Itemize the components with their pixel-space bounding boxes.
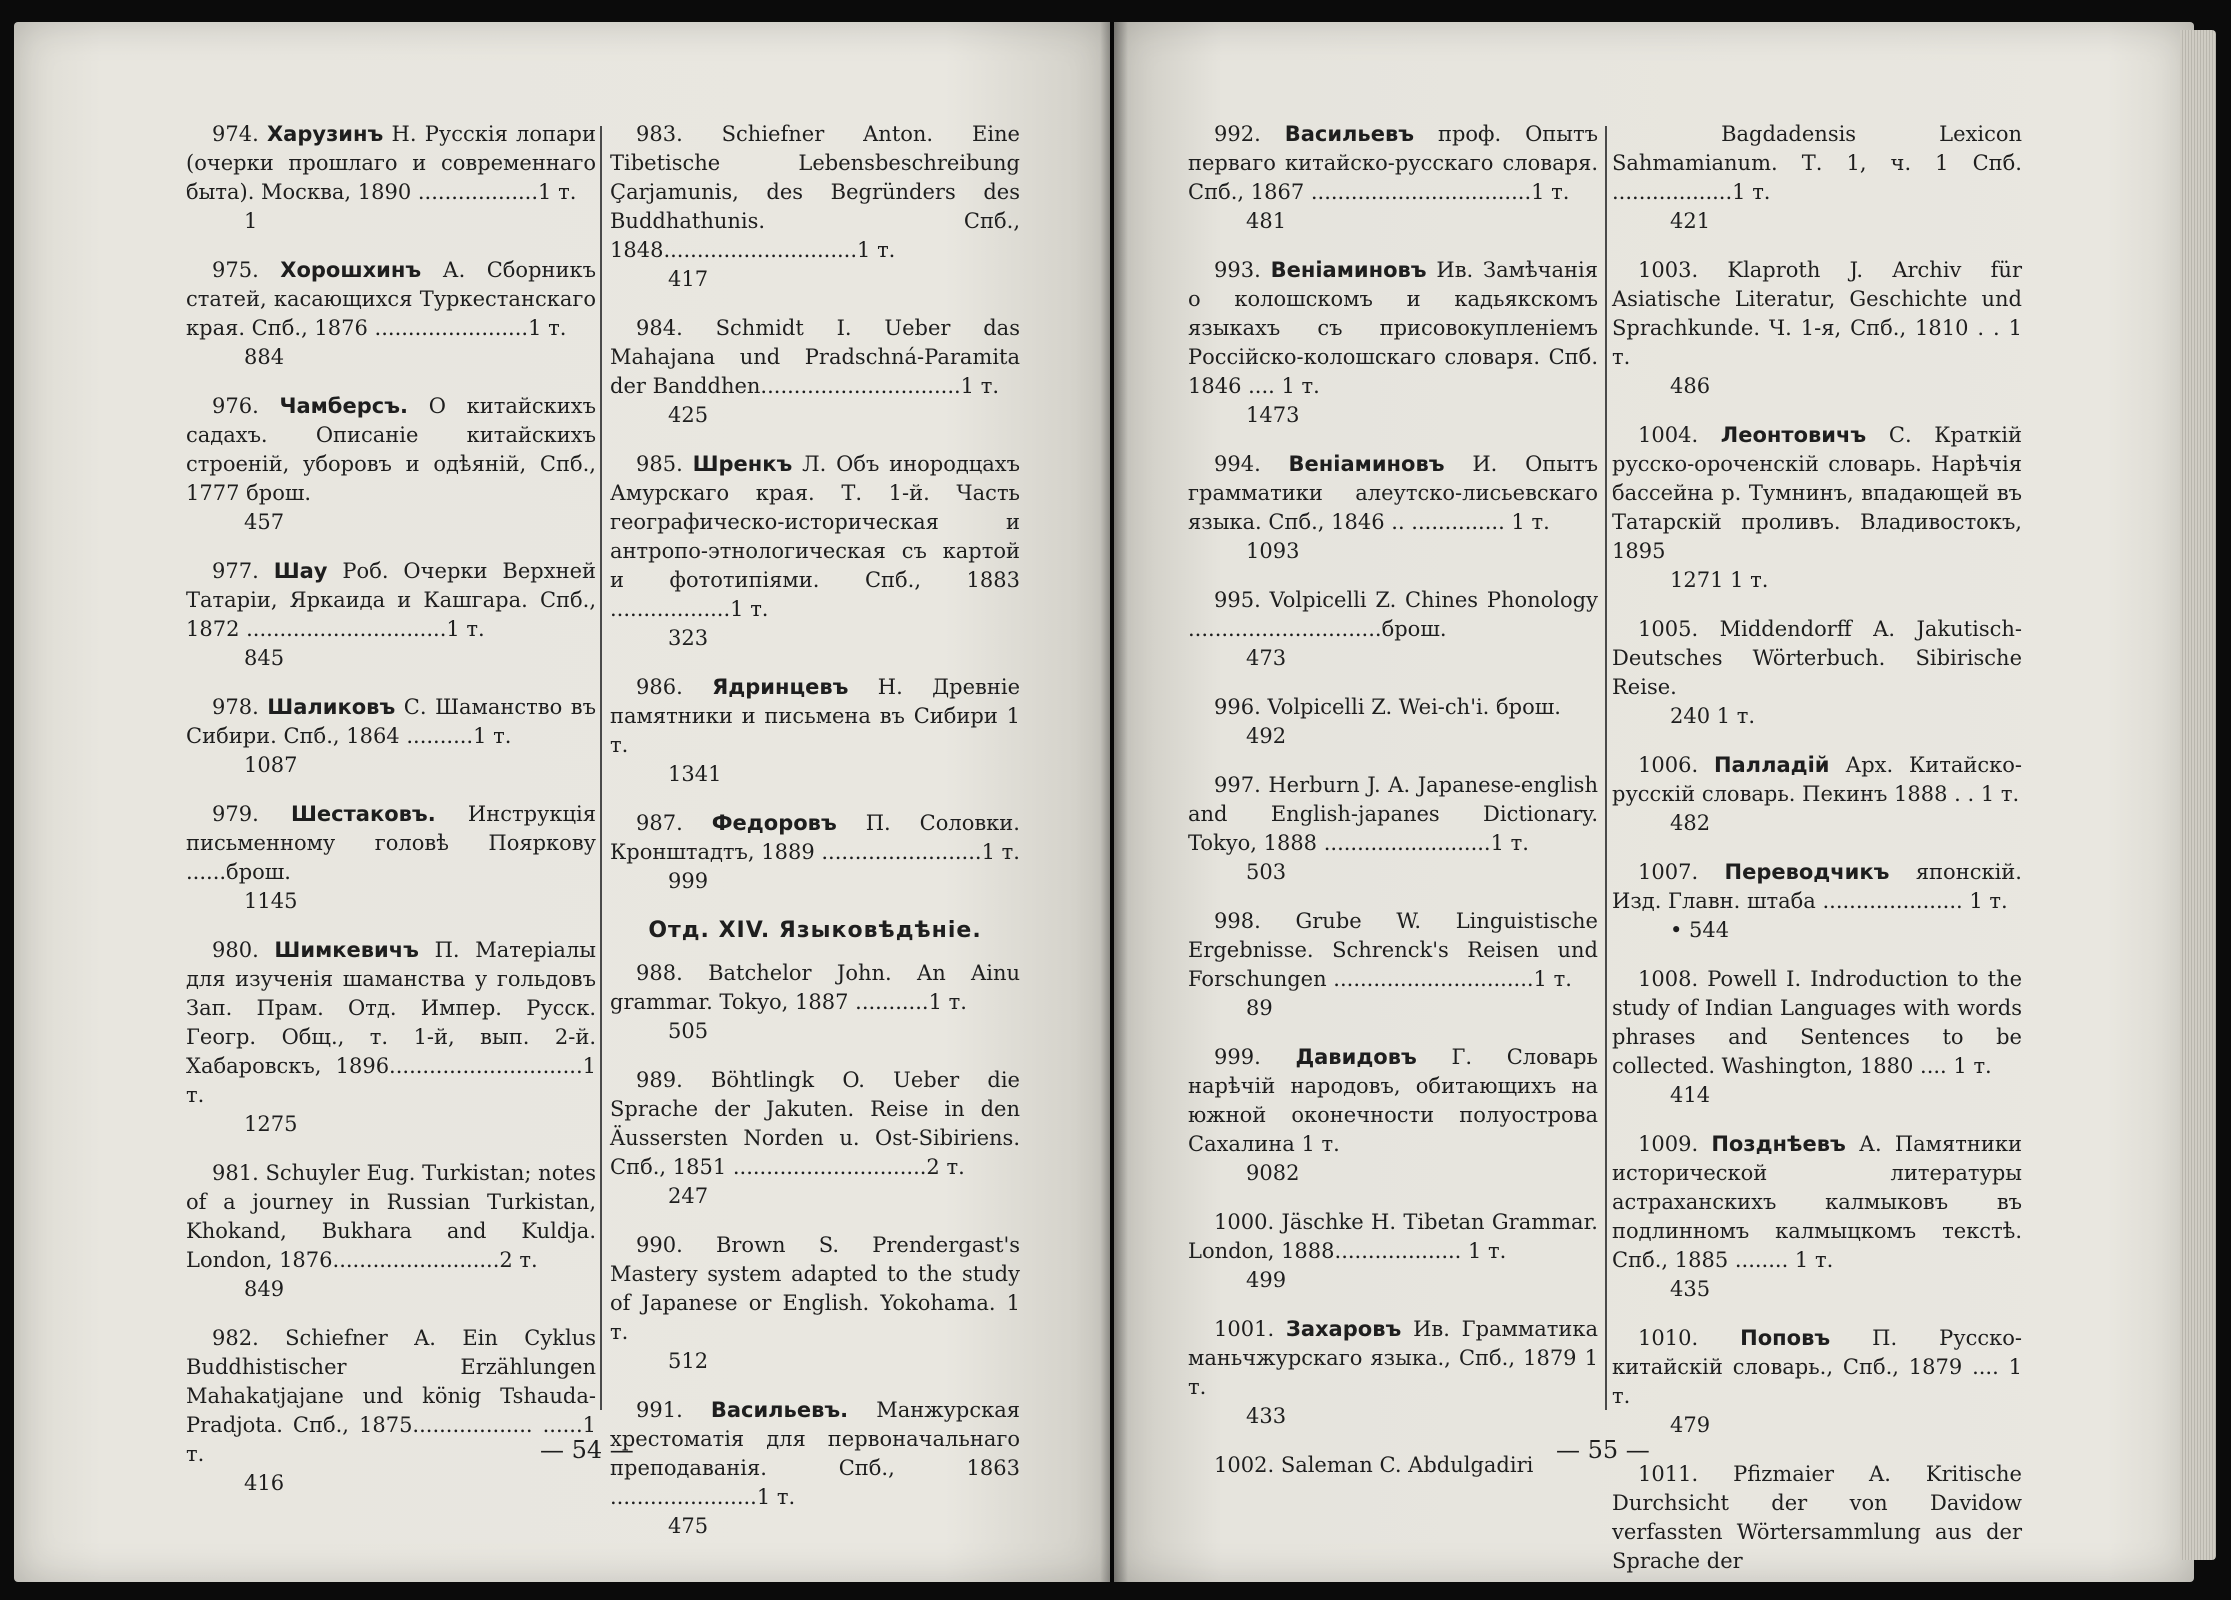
bibliography-entry: [610, 314, 1020, 430]
entry-number: 974.: [212, 122, 259, 146]
entry-code: 1093: [1246, 539, 1300, 563]
right-page-column-2: [1612, 120, 2022, 1596]
entry-text: Klaproth J. Archiv für Asiatische Literatur, Geschichte und Sprachkunde. Ч. 1-я, Спб., 1810 . . 1 т.: [1612, 258, 2022, 369]
entry-lead: [186, 1161, 259, 1185]
entry-lead: [1188, 258, 1261, 282]
entry-lead: [610, 316, 683, 340]
entry-text: Л. Объ инородцахъ Амурскаго края. Т. 1-й. Часть географическо-историческая и антропо-этнологическая съ картой и фототипіями. Спб., 1883 ..................1 т.: [610, 452, 1020, 621]
entry-code: 492: [1246, 724, 1287, 748]
entry-lead: [610, 1398, 683, 1422]
entry-code: 481: [1246, 209, 1287, 233]
bibliography-entry: [1188, 693, 1598, 751]
entry-lead: [186, 394, 259, 418]
entry-lead: [1188, 452, 1261, 476]
entry-lead: [1612, 753, 1698, 777]
entry-code: 1271 1 т.: [1670, 568, 1769, 592]
entry-code: 479: [1670, 1413, 1711, 1437]
entry-code: 416: [244, 1471, 285, 1495]
entry-number: 986.: [636, 675, 683, 699]
entry-lead: [186, 802, 259, 826]
entry-number: 979.: [212, 802, 259, 826]
entry-code: 475: [668, 1514, 709, 1538]
right-column-rule: [1605, 126, 1607, 1410]
bibliography-entry: [610, 1231, 1020, 1376]
entry-code: 473: [1246, 646, 1287, 670]
entry-text: Böhtlingk O. Ueber die Sprache der Jakuten. Reise in den Äussersten Norden u. Ost-Sibiriens. Спб., 1851 .............................2 т.: [610, 1068, 1020, 1179]
entry-author: Палладій: [1713, 753, 1830, 777]
bibliography-entry: [1612, 1130, 2022, 1304]
entry-lead: [1612, 122, 1638, 146]
entry-number: 984.: [636, 316, 683, 340]
entry-number: 1006.: [1638, 753, 1699, 777]
entry-lead: [186, 122, 259, 146]
entry-lead: [610, 961, 683, 985]
bibliography-entry: [186, 1324, 596, 1498]
entry-author: Леонтовичъ: [1720, 423, 1867, 447]
entry-code: 433: [1246, 1404, 1287, 1428]
entry-code: 999: [668, 869, 709, 893]
entry-number: 985.: [636, 452, 683, 476]
entry-text: Saleman C. Abdulgadiri: [1280, 1453, 1534, 1477]
bibliography-entry: [1612, 751, 2022, 838]
entry-code: 414: [1670, 1083, 1711, 1107]
entry-text: П. Соловки. Кронштадтъ, 1889 ........................1 т.: [610, 811, 1020, 864]
entry-lead: [1188, 122, 1261, 146]
entry-text: Powell I. Indroduction to the study of Indian Languages with words phrases and Sentences to be collected. Washington, 1880 .... 1 т.: [1612, 967, 2022, 1078]
entry-code: 435: [1670, 1277, 1711, 1301]
entry-lead: [1188, 588, 1261, 612]
bibliography-entry: [610, 809, 1020, 896]
entry-author: Шаликовъ: [267, 695, 396, 719]
entry-number: 1009.: [1638, 1132, 1699, 1156]
bibliography-entry: [186, 693, 596, 780]
entry-code: 503: [1246, 860, 1287, 884]
bibliography-entry: [1188, 1043, 1598, 1188]
entry-number: 1005.: [1638, 617, 1699, 641]
entry-lead: [1188, 909, 1261, 933]
entry-lead: [186, 938, 259, 962]
section-heading: Отд. XIV. Языковѣдѣніе.: [648, 918, 982, 943]
entry-number: 975.: [212, 258, 259, 282]
entry-author: Ядринцевъ: [712, 675, 849, 699]
bibliography-entry: [1612, 615, 2022, 731]
bibliography-entry: [186, 936, 596, 1139]
entry-text: А. Памятники исторической литературы астраханскихъ калмыковъ въ подлинномъ калмыцкомъ текстѣ. Спб., 1885 ........ 1 т.: [1612, 1132, 2022, 1272]
entry-text: Инструкція письменному головѣ Пояркову ......брош.: [186, 802, 596, 884]
entry-text: И. Опытъ грамматики алеутско-лисьевскаго языка. Спб., 1846 .. .............. 1 т.: [1188, 452, 1598, 534]
left-page-column-2: [610, 120, 1020, 1561]
entry-code: 845: [244, 646, 285, 670]
entry-number: 982.: [212, 1326, 259, 1350]
entry-text: японскій. Изд. Главн. штаба ..................... 1 т.: [1612, 860, 2022, 913]
bibliography-entry: [1188, 256, 1598, 430]
bibliography-entry: [1612, 965, 2022, 1110]
entry-number: 1004.: [1638, 423, 1699, 447]
entry-lead: [1612, 860, 1698, 884]
entry-lead: [186, 1326, 259, 1350]
entry-text: Ив. Грамматика маньчжурскаго языка., Спб., 1879 1 т.: [1188, 1317, 1598, 1399]
entry-code: 457: [244, 510, 285, 534]
bibliography-entry: [1612, 256, 2022, 401]
entry-number: 1003.: [1638, 258, 1699, 282]
entry-number: 992.: [1214, 122, 1261, 146]
entry-text: А. Сборникъ статей, касающихся Туркестанскаго края. Спб., 1876 .......................1 т.: [186, 258, 596, 340]
entry-number: 997.: [1214, 773, 1261, 797]
bibliography-entry: [1188, 120, 1598, 236]
bibliography-entry: [1188, 1208, 1598, 1295]
entry-author: Веніаминовъ: [1270, 258, 1427, 282]
entry-number: 1008.: [1638, 967, 1699, 991]
bibliography-entry: [1188, 907, 1598, 1023]
bibliography-entry: [610, 959, 1020, 1046]
entry-text: Schuyler Eug. Turkistan; notes of a journey in Russian Turkistan, Khokand, Bukhara and Kuldja. London, 1876.........................2 т.: [186, 1161, 596, 1272]
entry-lead: [610, 452, 683, 476]
entry-author: Давидовъ: [1295, 1045, 1417, 1069]
entry-lead: [1612, 967, 1698, 991]
entry-number: 987.: [636, 811, 683, 835]
entry-author: Шимкевичъ: [274, 938, 419, 962]
entry-lead: [1612, 423, 1698, 447]
entry-number: 1002.: [1214, 1453, 1275, 1477]
entry-author: Чамберсъ.: [279, 394, 408, 418]
entry-text: П. Матеріалы для изученія шаманства у гольдовъ Зап. Прам. Отд. Импер. Русск. Геогр. Общ., т. 1-й, вып. 2-й. Хабаровскъ, 1896.............................1 т.: [186, 938, 596, 1107]
entry-author: Веніаминовъ: [1288, 452, 1445, 476]
bibliography-entry: [1188, 1451, 1598, 1480]
entry-lead: [1612, 1462, 1698, 1486]
entry-author: Захаровъ: [1285, 1317, 1402, 1341]
entry-author: Харузинъ: [266, 122, 384, 146]
entry-lead: [1188, 773, 1261, 797]
entry-code: 486: [1670, 374, 1711, 398]
entry-code: 89: [1246, 996, 1273, 1020]
entry-code: 417: [668, 267, 709, 291]
entry-number: 999.: [1214, 1045, 1261, 1069]
entry-text: О китайскихъ садахъ. Описаніе китайскихъ строеній, уборовъ и одѣяній, Спб., 1777 брош.: [186, 394, 596, 505]
entry-lead: [186, 258, 259, 282]
left-page-number: — 54 —: [540, 1436, 634, 1464]
entry-lead: [1188, 1453, 1274, 1477]
entry-number: 994.: [1214, 452, 1261, 476]
left-page-column-1: [186, 120, 596, 1518]
entry-lead: [1612, 617, 1698, 641]
entry-text: Volpicelli Z. Chines Phonology .............................брош.: [1188, 588, 1598, 641]
bibliography-entry: [186, 120, 596, 236]
entry-lead: [1612, 1326, 1698, 1350]
entry-code: 421: [1670, 209, 1711, 233]
entry-lead: [186, 559, 259, 583]
entry-number: 976.: [212, 394, 259, 418]
entry-code: 240 1 т.: [1670, 704, 1756, 728]
entry-code: 1473: [1246, 403, 1300, 427]
bibliography-entry: [1188, 450, 1598, 566]
entry-number: 978.: [212, 695, 259, 719]
entry-number: 1011.: [1638, 1462, 1699, 1486]
bibliography-entry: [186, 392, 596, 537]
entry-text: Grube W. Linguistische Ergebnisse. Schrenck's Reisen und Forschungen ..............................1 т.: [1188, 909, 1598, 991]
entry-code: 1: [244, 209, 258, 233]
entry-code: • 544: [1670, 918, 1730, 942]
entry-code: 247: [668, 1184, 709, 1208]
entry-number: 990.: [636, 1233, 683, 1257]
entry-number: 1007.: [1638, 860, 1699, 884]
entry-author: Шау: [273, 559, 328, 583]
entry-lead: [610, 811, 683, 835]
entry-code: 849: [244, 1277, 285, 1301]
entry-code: 482: [1670, 811, 1711, 835]
entry-author: Позднѣевъ: [1711, 1132, 1846, 1156]
entry-author: Переводчикъ: [1724, 860, 1890, 884]
entry-lead: [1612, 1132, 1698, 1156]
entry-lead: [1188, 1210, 1274, 1234]
bibliography-entry: [610, 450, 1020, 653]
entry-text: С. Краткій русско-ороченскій словарь. Нарѣчія бассейна р. Тумнинъ, впадающей въ Татарскій проливъ. Владивостокъ, 1895: [1612, 423, 2022, 563]
entry-number: 995.: [1214, 588, 1261, 612]
entry-number: 1010.: [1638, 1326, 1699, 1350]
entry-number: 1000.: [1214, 1210, 1275, 1234]
book-gutter: [1100, 22, 1128, 1582]
entry-text: Pfizmaier A. Kritische Durchsicht der von Davidow verfassten Wörtersammlung aus der Sprache der: [1612, 1462, 2022, 1573]
entry-text: Ив. Замѣчанія о колошскомъ и кадьякскомъ языкахъ съ присовокупленіемъ Россійско-колошскаго словаря. Спб. 1846 .... 1 т.: [1188, 258, 1598, 398]
bibliography-entry: [1188, 586, 1598, 673]
page-edges: [2180, 30, 2216, 1560]
entry-author: Шестаковъ.: [290, 802, 436, 826]
entry-number: 988.: [636, 961, 683, 985]
bibliography-entry: [1612, 858, 2022, 945]
bibliography-entry: [186, 1159, 596, 1304]
entry-code: 425: [668, 403, 709, 427]
entry-code: 323: [668, 626, 709, 650]
bibliography-entry: [610, 1066, 1020, 1211]
entry-text: Н. Русскія лопари (очерки прошлаго и современнаго быта). Москва, 1890 ..................1 т.: [186, 122, 596, 204]
entry-lead: [610, 1068, 683, 1092]
entry-code: 1275: [244, 1112, 298, 1136]
bibliography-entry: [1612, 1460, 2022, 1576]
entry-text: П. Русско-китайскій словарь., Спб., 1879 .... 1 т.: [1612, 1326, 2022, 1408]
right-page-number: — 55 —: [1556, 1436, 1650, 1464]
entry-lead: [610, 1233, 683, 1257]
bibliography-entry: [1612, 120, 2022, 236]
entry-lead: [1188, 1317, 1274, 1341]
entry-text: Н. Древніе памятники и письмена въ Сибири 1 т.: [610, 675, 1020, 757]
entry-number: 977.: [212, 559, 259, 583]
entry-text: Арх. Китайско-русскій словарь. Пекинъ 1888 . . 1 т.: [1612, 753, 2022, 806]
entry-number: 996.: [1214, 695, 1261, 719]
left-column-rule: [600, 126, 602, 1410]
entry-lead: [610, 122, 683, 146]
entry-text: Манжурская хрестоматія для первоначальнаго преподаванія. Спб., 1863 ......................1 т.: [610, 1398, 1020, 1509]
bibliography-entry: [1188, 771, 1598, 887]
entry-text: Volpicelli Z. Wei-ch'i. брош.: [1267, 695, 1561, 719]
bibliography-entry: [610, 120, 1020, 294]
bibliography-entry: [610, 673, 1020, 789]
entry-text: Brown S. Prendergast's Mastery system adapted to the study of Japanese or English. Yokohama. 1 т.: [610, 1233, 1020, 1344]
entry-text: Schiefner Anton. Eine Tibetische Lebensbeschreibung Çarjamunis, des Begründers des Buddhathunis. Спб., 1848.............................1 т.: [610, 122, 1020, 262]
entry-text: Batchelor John. An Ainu grammar. Tokyo, 1887 ...........1 т.: [610, 961, 1020, 1014]
bibliography-entry: [186, 557, 596, 673]
entry-code: 1341: [668, 762, 722, 786]
bibliography-entry: [186, 256, 596, 372]
right-page-column-1: [1188, 120, 1598, 1500]
entry-number: 981.: [212, 1161, 259, 1185]
bibliography-entry: [1612, 1324, 2022, 1440]
entry-text: Bagdadensis Lexicon Sahmamianum. Т. 1, ч. 1 Спб. ..................1 т.: [1612, 122, 2022, 204]
entry-code: 884: [244, 345, 285, 369]
entry-text: Schiefner A. Ein Cyklus Buddhistischer Erzählungen Mahakatjajane und könig Tshauda-Pradjota. Спб., 1875.................. ......1 т.: [186, 1326, 596, 1466]
entry-number: 993.: [1214, 258, 1261, 282]
bibliography-entry: [186, 800, 596, 916]
entry-number: 989.: [636, 1068, 683, 1092]
entry-author: Федоровъ: [711, 811, 837, 835]
entry-author: Шренкъ: [692, 452, 793, 476]
entry-code: 1145: [244, 889, 298, 913]
entry-number: 980.: [212, 938, 259, 962]
bibliography-entry: [1612, 421, 2022, 595]
entry-number: 983.: [636, 122, 683, 146]
bibliography-entry: [610, 1396, 1020, 1541]
entry-code: 1087: [244, 753, 298, 777]
entry-author: Поповъ: [1740, 1326, 1831, 1350]
entry-text: проф. Опытъ перваго китайско-русскаго словаря. Спб., 1867 .................................1 т.: [1188, 122, 1598, 204]
entry-text: Роб. Очерки Верхней Татаріи, Яркаида и Кашгара. Спб., 1872 ..............................1 т.: [186, 559, 596, 641]
entry-text: Г. Словарь нарѣчій народовъ, обитающихъ на южной оконечности полуострова Сахалина 1 т.: [1188, 1045, 1598, 1156]
entry-code: 9082: [1246, 1161, 1300, 1185]
entry-number: 1001.: [1214, 1317, 1275, 1341]
entry-lead: [1188, 1045, 1261, 1069]
entry-lead: [186, 695, 259, 719]
entry-author: Хорошхинъ: [280, 258, 422, 282]
entry-text: С. Шаманство въ Сибири. Спб., 1864 ..........1 т.: [186, 695, 596, 748]
entry-code: 512: [668, 1349, 709, 1373]
entry-code: 499: [1246, 1268, 1287, 1292]
entry-text: Schmidt I. Ueber das Mahajana und Pradschná-Paramita der Banddhen..............................1 т.: [610, 316, 1020, 398]
entry-text: Jäschke H. Tibetan Grammar. London, 1888................... 1 т.: [1188, 1210, 1598, 1263]
entry-number: 991.: [636, 1398, 683, 1422]
entry-lead: [1612, 258, 1698, 282]
entry-author: Васильевъ: [1284, 122, 1415, 146]
entry-lead: [610, 675, 683, 699]
entry-text: Herburn J. A. Japanese-english and English-japanes Dictionary. Tokyo, 1888 .........................1 т.: [1188, 773, 1598, 855]
bibliography-entry: [1188, 1315, 1598, 1431]
entry-number: 998.: [1214, 909, 1261, 933]
entry-author: Васильевъ.: [710, 1398, 849, 1422]
entry-text: Middendorff A. Jakutisch-Deutsches Wörterbuch. Sibirische Reise.: [1612, 617, 2022, 699]
entry-lead: [1188, 695, 1261, 719]
entry-code: 505: [668, 1019, 709, 1043]
